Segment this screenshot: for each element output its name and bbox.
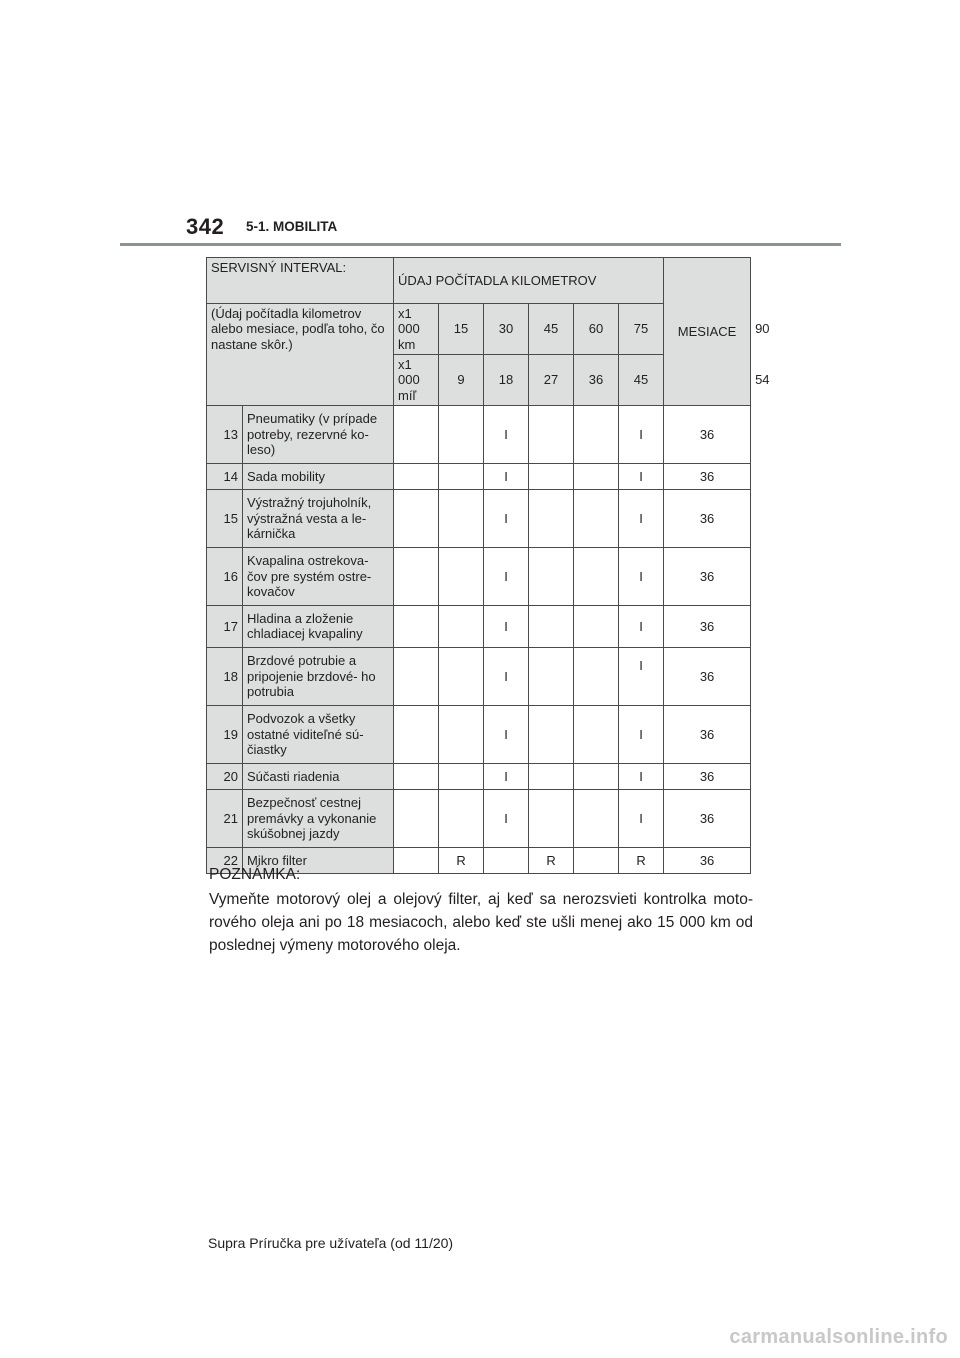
interval-cell: [439, 547, 484, 605]
interval-cell: [439, 647, 484, 705]
watermark: carmanualsonline.info: [729, 1326, 948, 1348]
odometer-header: ÚDAJ POČÍTADLA KILOMETROV: [394, 258, 664, 304]
note-label: POZNÁMKA:: [209, 866, 301, 883]
interval-cell: [394, 705, 439, 763]
interval-cell: I: [619, 605, 664, 647]
interval-cell: [394, 647, 439, 705]
interval-cell: [484, 847, 529, 873]
row-number: 17: [207, 605, 243, 647]
interval-cell: [529, 489, 574, 547]
interval-note: (Údaj počítadla kilometrov alebo mesiace, podľa toho, čo nastane skôr.): [207, 304, 394, 406]
interval-cell: [439, 489, 484, 547]
mi-value: 9: [439, 354, 484, 405]
table-row: [207, 789, 751, 847]
note-text: Vymeňte motorový olej a olejový filter, aj keď sa nerozsvieti kontrolka moto- rového oleja ani po 18 mesiacoch, alebo keď ste ušli menej ako 15 000 km od poslednej výmeny motorového oleja.: [209, 891, 753, 954]
interval-cell: I: [619, 489, 664, 547]
interval-cell: I: [619, 763, 664, 789]
page-number: 342: [186, 214, 225, 239]
mi-value: 27: [529, 354, 574, 405]
row-item: Kvapalina ostrekova- čov pre systém ostre- kovačov: [243, 547, 394, 605]
interval-cell: [394, 847, 439, 873]
interval-cell: I: [619, 463, 664, 489]
row-number: 14: [207, 463, 243, 489]
footer-text: Supra Príručka pre užívateľa (od 11/20): [208, 1235, 454, 1251]
maintenance-table: [206, 257, 770, 874]
km-value: 30: [484, 304, 529, 355]
interval-cell: I: [484, 463, 529, 489]
table-row: [207, 463, 751, 489]
row-months: 36: [664, 489, 751, 547]
interval-cell: [529, 405, 574, 463]
interval-cell: [439, 463, 484, 489]
interval-cell: I: [619, 647, 664, 705]
row-item: Hladina a zloženie chladiacej kvapaliny: [243, 605, 394, 647]
interval-cell: [529, 605, 574, 647]
row-item: Mikro filter: [243, 847, 394, 873]
interval-cell: [394, 605, 439, 647]
interval-cell: [574, 647, 619, 705]
interval-cell: I: [619, 705, 664, 763]
interval-cell: [574, 705, 619, 763]
section-title: 5-1. MOBILITA: [246, 219, 338, 234]
table-row: [207, 647, 751, 705]
interval-cell: I: [484, 789, 529, 847]
row-item: Podvozok a všetky ostatné viditeľné sú- čiastky: [243, 705, 394, 763]
interval-cell: [574, 763, 619, 789]
km-row: (Údaj počítadla kilometrov alebo mesiace, podľa toho, čo nastane skôr.) x1 000 km 15 30 45 60 75 90: [207, 304, 751, 355]
interval-cell: [394, 463, 439, 489]
row-item: Výstražný trojuholník, výstražná vesta a le- kárnička: [243, 489, 394, 547]
interval-cell: [574, 547, 619, 605]
months-header: MESIACE: [664, 258, 751, 406]
row-months: 36: [664, 763, 751, 789]
row-number: 13: [207, 405, 243, 463]
header-row: [207, 258, 751, 304]
interval-cell: I: [619, 405, 664, 463]
row-item: Pneumatiky (v prípade potreby, rezervné ko- leso): [243, 405, 394, 463]
interval-cell: [529, 789, 574, 847]
km-label: x1 000 km: [394, 304, 439, 355]
interval-cell: I: [484, 647, 529, 705]
interval-cell: [574, 605, 619, 647]
table-row: [207, 763, 751, 789]
row-number: 16: [207, 547, 243, 605]
interval-cell: [529, 763, 574, 789]
row-months: 36: [664, 405, 751, 463]
table-row: [207, 489, 751, 547]
mi-value: 18: [484, 354, 529, 405]
interval-cell: [439, 789, 484, 847]
km-value: 60: [574, 304, 619, 355]
interval-cell: [394, 489, 439, 547]
interval-cell: [574, 789, 619, 847]
row-number: 19: [207, 705, 243, 763]
interval-cell: I: [484, 489, 529, 547]
interval-cell: [439, 605, 484, 647]
row-number: 21: [207, 789, 243, 847]
interval-cell: R: [439, 847, 484, 873]
row-months: 36: [664, 789, 751, 847]
interval-cell: [394, 789, 439, 847]
table-row: [207, 547, 751, 605]
row-months: 36: [664, 647, 751, 705]
row-number: 15: [207, 489, 243, 547]
row-number: 22: [207, 847, 243, 873]
km-value: 45: [529, 304, 574, 355]
row-number: 18: [207, 647, 243, 705]
row-item: Bezpečnosť cestnej premávky a vykonanie skúšobnej jazdy: [243, 789, 394, 847]
interval-cell: [529, 547, 574, 605]
row-months: 36: [664, 605, 751, 647]
table-row: [207, 405, 751, 463]
interval-cell: R: [619, 847, 664, 873]
interval-cell: R: [529, 847, 574, 873]
interval-cell: [394, 763, 439, 789]
interval-cell: [439, 405, 484, 463]
service-interval-header: SERVISNÝ INTERVAL:: [207, 258, 394, 304]
row-number: 20: [207, 763, 243, 789]
row-item: Súčasti riadenia: [243, 763, 394, 789]
interval-cell: [574, 847, 619, 873]
table-row: [207, 605, 751, 647]
row-item: Sada mobility: [243, 463, 394, 489]
interval-cell: I: [484, 763, 529, 789]
interval-cell: I: [484, 405, 529, 463]
interval-cell: [439, 705, 484, 763]
row-months: 36: [664, 705, 751, 763]
interval-cell: [574, 405, 619, 463]
interval-cell: I: [484, 605, 529, 647]
interval-cell: I: [484, 705, 529, 763]
interval-cell: [439, 763, 484, 789]
table-row: [207, 705, 751, 763]
row-months: 36: [664, 547, 751, 605]
mi-value: 36: [574, 354, 619, 405]
interval-cell: I: [484, 547, 529, 605]
interval-cell: I: [619, 789, 664, 847]
row-months: 36: [664, 847, 751, 873]
interval-cell: [529, 463, 574, 489]
row-months: 36: [664, 463, 751, 489]
km-value: 75: [619, 304, 664, 355]
interval-cell: [394, 547, 439, 605]
interval-cell: [574, 489, 619, 547]
row-item: Brzdové potrubie a pripojenie brzdové- ho potrubia: [243, 647, 394, 705]
interval-cell: [574, 463, 619, 489]
interval-cell: [529, 705, 574, 763]
km-value: 15: [439, 304, 484, 355]
interval-cell: [529, 647, 574, 705]
interval-cell: I: [619, 547, 664, 605]
mi-value: 45: [619, 354, 664, 405]
header-rule: [120, 243, 841, 246]
mi-row: x1 000 míľ 9 18 27 36 45 54: [207, 354, 751, 405]
mi-label: x1 000 míľ: [394, 354, 439, 405]
interval-cell: [394, 405, 439, 463]
